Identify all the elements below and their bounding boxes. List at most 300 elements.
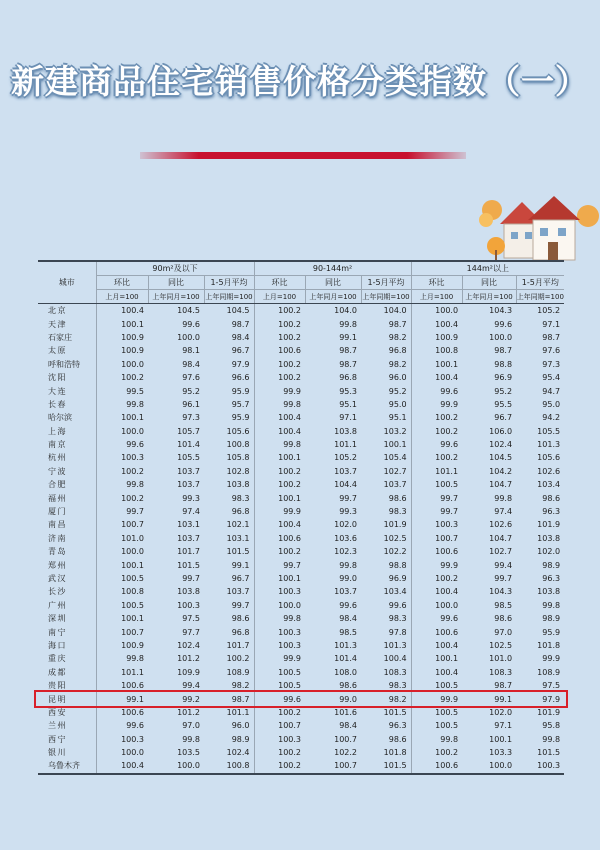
value-cell: 105.6	[226, 426, 250, 436]
value-cell: 99.7	[96, 505, 148, 518]
value-cell: 99.8	[339, 560, 358, 570]
value-cell: 100.3	[177, 600, 200, 610]
value-cell: 100.7	[96, 518, 148, 531]
sub-header-avg: 1-5月平均	[361, 276, 411, 290]
value-cell: 103.7	[177, 480, 200, 490]
value-cell: 98.4	[339, 614, 358, 624]
value-cell: 96.0	[231, 721, 250, 731]
value-cell: 98.6	[388, 734, 407, 744]
value-cell: 99.7	[231, 600, 250, 610]
value-cell: 101.9	[537, 520, 561, 530]
value-cell: 103.4	[383, 587, 407, 597]
value-cell: 95.5	[494, 399, 513, 409]
value-cell: 99.8	[182, 734, 200, 744]
city-cell: 福州	[48, 493, 66, 503]
value-cell: 99.6	[254, 692, 305, 705]
value-cell: 108.3	[383, 667, 407, 677]
table-row	[38, 545, 564, 558]
value-cell: 102.4	[226, 748, 250, 758]
value-cell: 99.1	[339, 332, 358, 342]
value-cell: 99.2	[182, 694, 200, 704]
value-cell: 102.7	[489, 547, 513, 557]
value-cell: 101.8	[537, 640, 561, 650]
value-cell: 101.3	[383, 640, 407, 650]
value-cell: 98.6	[339, 681, 358, 691]
value-cell: 99.8	[411, 733, 462, 746]
city-header: 城市	[38, 261, 96, 304]
table-row	[38, 411, 564, 424]
value-cell: 95.0	[388, 399, 407, 409]
table-body	[38, 304, 564, 774]
value-cell: 105.5	[177, 453, 200, 463]
value-cell: 100.7	[334, 734, 358, 744]
value-cell: 100.2	[254, 304, 305, 318]
value-cell: 100.7	[411, 532, 462, 545]
value-cell: 100.1	[411, 358, 462, 371]
value-cell: 95.8	[542, 721, 561, 731]
city-cell: 合肥	[48, 480, 66, 490]
value-cell: 98.7	[231, 319, 250, 329]
sub-header-mom: 环比	[96, 276, 148, 290]
value-cell: 97.8	[388, 627, 407, 637]
value-cell: 95.9	[231, 386, 250, 396]
value-cell: 103.7	[334, 466, 358, 476]
value-cell: 100.1	[96, 317, 148, 330]
table-row	[38, 585, 564, 598]
value-cell: 98.7	[542, 332, 561, 342]
value-cell: 99.7	[411, 505, 462, 518]
table-row	[38, 505, 564, 518]
city-cell: 成都	[48, 667, 66, 677]
value-cell: 103.6	[334, 533, 358, 543]
value-cell: 100.2	[96, 371, 148, 384]
city-cell: 乌鲁木齐	[38, 759, 96, 773]
value-cell: 95.4	[542, 373, 561, 383]
value-cell: 96.6	[231, 373, 250, 383]
value-cell: 100.4	[254, 518, 305, 531]
value-cell: 100.0	[96, 545, 148, 558]
value-cell: 96.0	[388, 373, 407, 383]
value-cell: 103.5	[177, 748, 200, 758]
value-cell: 97.5	[542, 681, 561, 691]
city-cell: 南宁	[48, 627, 66, 637]
value-cell: 99.8	[494, 493, 513, 503]
value-cell: 100.7	[305, 759, 361, 773]
value-cell: 99.9	[542, 654, 561, 664]
value-cell: 100.7	[96, 625, 148, 638]
value-cell: 96.8	[231, 627, 250, 637]
sub-header-mom: 环比	[254, 276, 305, 290]
value-cell: 100.5	[411, 706, 462, 719]
table-row	[38, 304, 564, 318]
value-cell: 97.1	[494, 721, 513, 731]
value-cell: 101.7	[226, 640, 250, 650]
value-cell: 99.8	[254, 398, 305, 411]
value-cell: 102.3	[334, 547, 358, 557]
table-row	[38, 491, 564, 504]
value-cell: 100.2	[411, 425, 462, 438]
value-cell: 100.2	[254, 706, 305, 719]
value-cell: 100.4	[254, 425, 305, 438]
value-cell: 98.7	[494, 346, 513, 356]
city-cell: 贵阳	[48, 681, 66, 691]
base-header: 上年同期=100	[516, 290, 564, 304]
value-cell: 97.4	[182, 507, 200, 517]
table-row	[38, 572, 564, 585]
city-cell: 呼和浩特	[48, 359, 80, 369]
city-cell: 哈尔滨	[48, 413, 72, 423]
value-cell: 109.9	[177, 667, 200, 677]
value-cell: 99.6	[96, 719, 148, 732]
value-cell: 96.8	[339, 373, 358, 383]
value-cell: 100.8	[96, 585, 148, 598]
value-cell: 100.0	[254, 599, 305, 612]
value-cell: 104.3	[489, 306, 513, 316]
value-cell: 100.0	[489, 332, 513, 342]
value-cell: 100.2	[254, 478, 305, 491]
value-cell: 95.2	[388, 386, 407, 396]
value-cell: 99.8	[254, 612, 305, 625]
value-cell: 100.2	[411, 451, 462, 464]
value-cell: 104.7	[489, 533, 513, 543]
value-cell: 100.4	[96, 304, 148, 318]
value-cell: 101.2	[177, 707, 200, 717]
value-cell: 100.9	[96, 344, 148, 357]
value-cell: 105.4	[383, 453, 407, 463]
value-cell: 101.4	[177, 440, 200, 450]
value-cell: 96.1	[182, 399, 200, 409]
value-cell: 100.2	[254, 759, 305, 773]
value-cell: 97.0	[182, 721, 200, 731]
value-cell: 99.9	[411, 692, 462, 705]
value-cell: 97.9	[542, 694, 561, 704]
table-row	[38, 317, 564, 330]
value-cell: 99.3	[339, 507, 358, 517]
value-cell: 95.7	[231, 399, 250, 409]
value-cell: 99.7	[339, 493, 358, 503]
value-cell: 104.0	[334, 306, 358, 316]
value-cell: 102.0	[489, 707, 513, 717]
value-cell: 103.7	[177, 533, 200, 543]
value-cell: 101.1	[411, 465, 462, 478]
value-cell: 99.9	[254, 384, 305, 397]
value-cell: 96.8	[231, 507, 250, 517]
value-cell: 97.9	[231, 359, 250, 369]
city-cell: 上海	[48, 426, 66, 436]
value-cell: 99.7	[182, 574, 200, 583]
city-cell: 深圳	[48, 614, 66, 624]
value-cell: 101.6	[334, 707, 358, 717]
city-cell: 长沙	[48, 587, 66, 597]
value-cell: 100.4	[254, 411, 305, 424]
value-cell: 98.2	[231, 681, 250, 691]
city-cell: 宁波	[48, 466, 66, 476]
value-cell: 95.2	[494, 386, 513, 396]
table-row	[38, 706, 564, 719]
value-cell: 100.3	[254, 639, 305, 652]
value-cell: 100.2	[411, 572, 462, 585]
value-cell: 99.6	[411, 612, 462, 625]
value-cell: 98.2	[388, 359, 407, 369]
city-cell: 海口	[48, 640, 66, 650]
base-header: 上年同月=100	[148, 290, 204, 304]
value-cell: 108.9	[226, 667, 250, 677]
sub-header-yoy: 同比	[305, 276, 361, 290]
city-cell: 杭州	[48, 453, 66, 463]
value-cell: 104.4	[334, 480, 358, 490]
value-cell: 99.7	[254, 558, 305, 571]
value-cell: 100.2	[254, 371, 305, 384]
value-cell: 100.1	[411, 652, 462, 665]
value-cell: 96.7	[231, 346, 250, 356]
city-cell: 兰州	[48, 721, 66, 731]
price-index-table	[38, 260, 564, 775]
value-cell: 100.0	[462, 759, 516, 773]
value-cell: 95.1	[388, 413, 407, 423]
value-cell: 103.8	[537, 587, 561, 597]
page-title: 新建商品住宅销售价格分类指数（一）	[11, 62, 589, 101]
value-cell: 102.2	[383, 547, 407, 557]
value-cell: 105.6	[537, 453, 561, 463]
value-cell: 96.7	[231, 574, 250, 583]
value-cell: 98.4	[339, 721, 358, 731]
table-row	[38, 425, 564, 438]
value-cell: 96.9	[494, 373, 513, 383]
value-cell: 102.0	[537, 547, 561, 557]
value-cell: 102.5	[489, 640, 513, 650]
table-row	[38, 733, 564, 746]
value-cell: 103.1	[226, 533, 250, 543]
value-cell: 99.8	[96, 398, 148, 411]
city-cell: 长春	[48, 399, 66, 409]
value-cell: 100.6	[254, 532, 305, 545]
value-cell: 99.8	[254, 438, 305, 451]
value-cell: 95.1	[339, 399, 358, 409]
value-cell: 104.5	[226, 306, 250, 316]
value-cell: 98.9	[231, 734, 250, 744]
value-cell: 100.8	[204, 759, 254, 773]
value-cell: 101.2	[177, 654, 200, 664]
value-cell: 97.3	[182, 413, 200, 423]
value-cell: 103.8	[226, 480, 250, 490]
value-cell: 100.6	[411, 625, 462, 638]
value-cell: 100.4	[411, 585, 462, 598]
value-cell: 101.1	[334, 440, 358, 450]
value-cell: 101.5	[383, 707, 407, 717]
value-cell: 99.6	[411, 384, 462, 397]
value-cell: 100.5	[411, 679, 462, 692]
table-row	[38, 451, 564, 464]
value-cell: 100.3	[96, 733, 148, 746]
value-cell: 97.7	[182, 627, 200, 637]
value-cell: 99.0	[339, 574, 358, 583]
table-row	[38, 438, 564, 451]
value-cell: 101.5	[537, 748, 561, 758]
group-header-small: 90m²及以下	[96, 261, 254, 276]
value-cell: 100.4	[411, 371, 462, 384]
city-cell: 济南	[48, 533, 66, 543]
value-cell: 99.9	[411, 398, 462, 411]
table-row	[38, 599, 564, 612]
value-cell: 98.3	[388, 614, 407, 624]
city-cell: 石家庄	[48, 332, 72, 342]
value-cell: 103.7	[334, 587, 358, 597]
table-row	[38, 384, 564, 397]
value-cell: 100.0	[411, 599, 462, 612]
value-cell: 100.9	[411, 331, 462, 344]
value-cell: 100.1	[96, 612, 148, 625]
value-cell: 100.6	[96, 706, 148, 719]
value-cell: 98.9	[542, 560, 561, 570]
city-cell: 北京	[48, 306, 66, 316]
value-cell: 99.4	[494, 560, 513, 570]
value-cell: 101.5	[361, 759, 411, 773]
value-cell: 98.7	[231, 694, 250, 704]
value-cell: 95.9	[542, 627, 561, 637]
value-cell: 102.5	[383, 533, 407, 543]
value-cell: 99.1	[494, 694, 513, 704]
value-cell: 98.2	[388, 332, 407, 342]
value-cell: 99.6	[96, 438, 148, 451]
value-cell: 103.7	[226, 587, 250, 597]
city-cell: 重庆	[48, 654, 66, 664]
value-cell: 97.0	[494, 627, 513, 637]
value-cell: 105.5	[537, 426, 561, 436]
value-cell: 100.3	[411, 518, 462, 531]
value-cell: 98.6	[231, 614, 250, 624]
group-header-medium: 90-144m²	[254, 261, 411, 276]
group-header-large: 144m²以上	[411, 261, 564, 276]
value-cell: 100.6	[411, 759, 462, 773]
value-cell: 98.7	[339, 359, 358, 369]
value-cell: 100.2	[411, 746, 462, 759]
value-cell: 105.2	[537, 306, 561, 316]
value-cell: 102.0	[334, 520, 358, 530]
sub-header-yoy: 同比	[148, 276, 204, 290]
value-cell: 100.0	[96, 425, 148, 438]
value-cell: 99.6	[494, 319, 513, 329]
table-row	[38, 518, 564, 531]
value-cell: 94.7	[542, 386, 561, 396]
value-cell: 99.4	[182, 681, 200, 691]
city-cell: 西宁	[48, 734, 66, 744]
value-cell: 99.9	[254, 652, 305, 665]
value-cell: 100.6	[411, 545, 462, 558]
value-cell: 100.3	[254, 733, 305, 746]
base-header: 上月=100	[96, 290, 148, 304]
value-cell: 99.8	[96, 478, 148, 491]
city-cell: 南京	[48, 440, 66, 450]
value-cell: 104.0	[383, 306, 407, 316]
table-row	[38, 692, 564, 705]
city-cell: 武汉	[48, 574, 66, 583]
value-cell: 100.2	[96, 465, 148, 478]
table-row	[38, 719, 564, 732]
value-cell: 103.8	[177, 587, 200, 597]
value-cell: 102.8	[226, 466, 250, 476]
value-cell: 96.8	[388, 346, 407, 356]
value-cell: 102.2	[334, 748, 358, 758]
value-cell: 98.9	[542, 614, 561, 624]
value-cell: 102.1	[226, 520, 250, 530]
value-cell: 98.7	[339, 346, 358, 356]
table-row	[38, 612, 564, 625]
value-cell: 99.5	[96, 384, 148, 397]
value-cell: 100.3	[254, 625, 305, 638]
value-cell: 100.1	[96, 411, 148, 424]
value-cell: 99.0	[339, 694, 358, 704]
value-cell: 100.5	[96, 599, 148, 612]
price-index-table-container	[38, 260, 564, 775]
value-cell: 94.2	[542, 413, 561, 423]
value-cell: 100.2	[254, 358, 305, 371]
value-cell: 99.8	[339, 319, 358, 329]
table-row	[38, 666, 564, 679]
value-cell: 105.8	[226, 453, 250, 463]
value-cell: 101.3	[334, 640, 358, 650]
value-cell: 101.5	[177, 560, 200, 570]
city-cell: 南昌	[48, 520, 66, 530]
value-cell: 100.8	[411, 344, 462, 357]
value-cell: 101.9	[537, 707, 561, 717]
value-cell: 98.5	[494, 600, 513, 610]
value-cell: 98.7	[388, 319, 407, 329]
value-cell: 101.0	[96, 532, 148, 545]
city-cell: 大连	[48, 386, 66, 396]
city-cell: 太原	[48, 346, 66, 356]
value-cell: 100.5	[96, 572, 148, 585]
value-cell: 101.8	[383, 748, 407, 758]
value-cell: 97.6	[542, 346, 561, 356]
table-row	[38, 759, 564, 773]
value-cell: 103.8	[334, 426, 358, 436]
value-cell: 99.7	[494, 574, 513, 583]
city-cell: 沈阳	[48, 373, 66, 383]
value-cell: 101.7	[177, 547, 200, 557]
value-cell: 103.2	[383, 426, 407, 436]
value-cell: 108.3	[489, 667, 513, 677]
value-cell: 108.0	[334, 667, 358, 677]
table-row	[38, 532, 564, 545]
city-cell: 西安	[48, 707, 66, 717]
table-row	[38, 344, 564, 357]
value-cell: 104.5	[489, 453, 513, 463]
value-cell: 100.4	[411, 666, 462, 679]
value-cell: 102.4	[489, 440, 513, 450]
base-header: 上年同月=100	[462, 290, 516, 304]
value-cell: 101.1	[96, 666, 148, 679]
value-cell: 100.0	[96, 358, 148, 371]
value-cell: 102.4	[177, 640, 200, 650]
sub-header-avg: 1-5月平均	[516, 276, 564, 290]
base-header: 上年同期=100	[204, 290, 254, 304]
value-cell: 97.1	[542, 319, 561, 329]
value-cell: 103.7	[383, 480, 407, 490]
value-cell: 98.7	[494, 681, 513, 691]
value-cell: 96.3	[542, 574, 561, 583]
red-divider	[140, 152, 466, 159]
value-cell: 98.1	[182, 346, 200, 356]
value-cell: 100.2	[96, 491, 148, 504]
value-cell: 96.7	[494, 413, 513, 423]
value-cell: 98.4	[182, 359, 200, 369]
value-cell: 100.7	[254, 719, 305, 732]
value-cell: 98.2	[388, 694, 407, 704]
value-cell: 99.9	[254, 505, 305, 518]
value-cell: 99.9	[411, 558, 462, 571]
table-row	[38, 625, 564, 638]
city-cell: 银川	[48, 748, 66, 758]
